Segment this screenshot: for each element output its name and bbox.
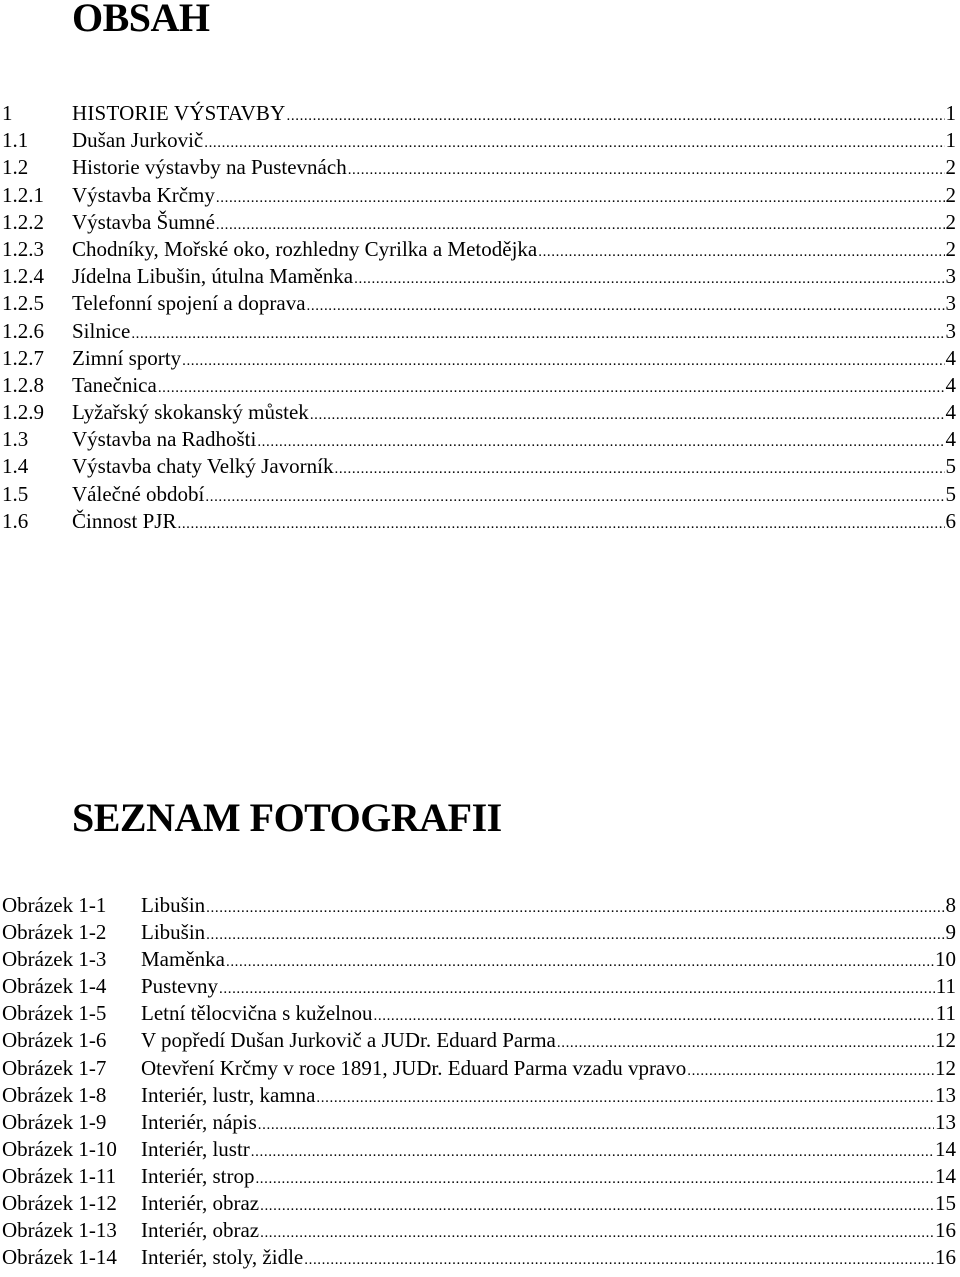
photo-entry-label: Obrázek 1-2	[2, 920, 107, 945]
toc-entry-page: 5	[945, 454, 956, 479]
photo-entry-title: Interiér, lustr	[141, 1136, 250, 1161]
photo-entry-page: 16	[935, 1245, 956, 1270]
photo-entry-title: Pustevny	[141, 974, 219, 999]
dot-leader	[354, 266, 944, 293]
photo-entry[interactable]	[0, 1190, 960, 1217]
dot-leader	[687, 1058, 934, 1085]
photo-entry-page: 11	[935, 974, 956, 999]
photo-entry-label: Obrázek 1-10	[2, 1136, 117, 1161]
photo-entry-page: 10	[935, 947, 956, 972]
dot-leader	[307, 293, 945, 320]
dot-leader	[287, 103, 945, 130]
photo-entry-page: 14	[935, 1136, 956, 1161]
toc-entry[interactable]	[0, 236, 960, 263]
toc-entry-number: 1.6	[2, 508, 29, 533]
dot-leader	[177, 511, 944, 538]
toc-entry-number: 1.2	[2, 155, 29, 180]
toc-entry-title: Výstavba Krčmy	[72, 182, 215, 207]
toc-entry[interactable]	[0, 453, 960, 480]
toc-entry[interactable]	[0, 426, 960, 453]
toc-entry[interactable]	[0, 263, 960, 290]
toc-entry-number: 1	[2, 101, 13, 125]
toc-heading: OBSAH	[72, 0, 210, 40]
dot-leader	[310, 402, 945, 429]
toc-entry[interactable]	[0, 182, 960, 209]
toc-entry-title: Chodníky, Mořské oko, rozhledny Cyrilka a Metodějka	[72, 236, 538, 261]
toc-entry-page: 3	[945, 291, 956, 316]
toc-entry-title: Lyžařský skokanský můstek	[72, 400, 309, 425]
photo-entry-title: Maměnka	[141, 947, 225, 972]
photo-entry[interactable]	[0, 1027, 960, 1054]
toc-entry-page: 4	[945, 400, 956, 425]
toc-entry-page: 1	[945, 128, 956, 153]
photo-entry-title: Interiér, obraz	[141, 1218, 260, 1243]
toc-entry-number: 1.4	[2, 454, 29, 479]
photo-entry-label: Obrázek 1-8	[2, 1082, 107, 1107]
toc-entry[interactable]	[0, 209, 960, 236]
photo-entry-label: Obrázek 1-12	[2, 1191, 117, 1216]
dot-leader	[260, 1193, 934, 1220]
photo-entry[interactable]	[0, 973, 960, 1000]
photo-entry-title: Otevření Krčmy v roce 1891, JUDr. Eduard Parma vzadu vpravo	[141, 1055, 687, 1080]
dot-leader	[258, 1112, 934, 1139]
photo-list-heading: SEZNAM FOTOGRAFII	[72, 795, 502, 840]
photo-entry-title: Libušin	[141, 893, 206, 917]
photo-entry[interactable]	[0, 1217, 960, 1244]
photo-entry[interactable]	[0, 1109, 960, 1136]
dot-leader	[557, 1030, 934, 1057]
list-of-photographs	[0, 892, 960, 1271]
photo-entry[interactable]	[0, 892, 960, 919]
toc-entry-number: 1.2.9	[2, 400, 44, 425]
toc-entry[interactable]	[0, 372, 960, 399]
dot-leader	[205, 484, 944, 511]
photo-entry[interactable]	[0, 1082, 960, 1109]
toc-entry-number: 1.2.4	[2, 264, 44, 289]
toc-entry-page: 4	[945, 345, 956, 370]
dot-leader	[216, 212, 945, 239]
toc-entry-page: 3	[945, 264, 956, 289]
dot-leader	[257, 429, 944, 456]
photo-entry-label: Obrázek 1-4	[2, 974, 107, 999]
toc-entry-page: 5	[945, 481, 956, 506]
toc-entry-number: 1.3	[2, 427, 29, 452]
toc-entry-title: Telefonní spojení a doprava	[72, 291, 306, 316]
toc-entry-number: 1.2.5	[2, 291, 44, 316]
toc-entry-title: Historie výstavby na Pustevnách	[72, 155, 347, 180]
photo-entry-title: Libušin	[141, 920, 206, 945]
toc-entry[interactable]	[0, 100, 960, 127]
dot-leader	[216, 185, 945, 212]
photo-entry-title: Interiér, lustr, kamna	[141, 1082, 316, 1107]
toc-entry[interactable]	[0, 154, 960, 181]
table-of-contents	[0, 100, 960, 535]
photo-entry-label: Obrázek 1-3	[2, 947, 107, 972]
toc-entry-title: Činnost PJR	[72, 508, 177, 533]
photo-entry-page: 16	[935, 1218, 956, 1243]
dot-leader	[131, 321, 944, 348]
photo-entry[interactable]	[0, 946, 960, 973]
toc-entry-number: 1.2.7	[2, 345, 44, 370]
photo-entry-label: Obrázek 1-14	[2, 1245, 117, 1270]
toc-entry[interactable]	[0, 318, 960, 345]
toc-entry-title: HISTORIE VÝSTAVBY	[72, 101, 286, 125]
photo-entry-page: 14	[935, 1163, 956, 1188]
photo-entry-page: 11	[935, 1001, 956, 1026]
photo-entry-page: 15	[935, 1191, 956, 1216]
toc-entry-title: Zimní sporty	[72, 345, 182, 370]
photo-entry-label: Obrázek 1-9	[2, 1109, 107, 1134]
toc-entry[interactable]	[0, 345, 960, 372]
dot-leader	[219, 976, 935, 1003]
photo-entry[interactable]	[0, 1136, 960, 1163]
dot-leader	[255, 1166, 934, 1193]
photo-entry-page: 9	[945, 920, 956, 945]
photo-entry-title: Interiér, obraz	[141, 1191, 260, 1216]
photo-entry[interactable]	[0, 1244, 960, 1271]
dot-leader	[204, 130, 944, 157]
toc-entry-page: 2	[945, 209, 956, 234]
toc-entry-title: Válečné období	[72, 481, 205, 506]
toc-entry-title: Výstavba chaty Velký Javorník	[72, 454, 334, 479]
photo-entry-title: V popředí Dušan Jurkovič a JUDr. Eduard Parma	[141, 1028, 556, 1053]
toc-entry-page: 4	[945, 427, 956, 452]
photo-entry-page: 13	[935, 1082, 956, 1107]
photo-entry[interactable]	[0, 1163, 960, 1190]
photo-entry-label: Obrázek 1-1	[2, 893, 107, 917]
photo-entry[interactable]	[0, 1055, 960, 1082]
photo-entry-page: 12	[935, 1028, 956, 1053]
toc-entry-number: 1.2.1	[2, 182, 44, 207]
photo-entry-label: Obrázek 1-6	[2, 1028, 107, 1053]
toc-entry-number: 1.2.6	[2, 318, 44, 343]
dot-leader	[538, 239, 944, 266]
toc-entry-number: 1.2.2	[2, 209, 44, 234]
toc-entry-title: Výstavba na Radhošti	[72, 427, 257, 452]
photo-entry-label: Obrázek 1-5	[2, 1001, 107, 1026]
photo-entry-title: Letní tělocvična s kuželnou	[141, 1001, 373, 1026]
toc-entry-page: 6	[945, 508, 956, 533]
dot-leader	[316, 1085, 934, 1112]
toc-entry-page: 2	[945, 236, 956, 261]
toc-entry[interactable]	[0, 508, 960, 535]
toc-entry-title: Jídelna Libušin, útulna Maměnka	[72, 264, 354, 289]
toc-entry-number: 1.2.3	[2, 236, 44, 261]
toc-entry[interactable]	[0, 399, 960, 426]
photo-entry-label: Obrázek 1-13	[2, 1218, 117, 1243]
toc-entry-number: 1.5	[2, 481, 29, 506]
toc-entry-number: 1.1	[2, 128, 29, 153]
toc-entry[interactable]	[0, 481, 960, 508]
dot-leader	[348, 157, 945, 184]
dot-leader	[206, 895, 944, 922]
dot-leader	[251, 1139, 934, 1166]
toc-entry-page: 2	[945, 155, 956, 180]
photo-entry-title: Interiér, stoly, židle	[141, 1245, 304, 1270]
toc-entry-title: Výstavba Šumné	[72, 209, 215, 234]
toc-entry-page: 1	[945, 101, 956, 125]
toc-entry-number: 1.2.8	[2, 372, 44, 397]
photo-entry-title: Interiér, strop	[141, 1163, 255, 1188]
dot-leader	[158, 375, 945, 402]
dot-leader	[206, 922, 944, 949]
photo-entry-title: Interiér, nápis	[141, 1109, 257, 1134]
dot-leader	[226, 949, 934, 976]
photo-entry[interactable]	[0, 919, 960, 946]
toc-entry[interactable]	[0, 290, 960, 317]
toc-entry-title: Silnice	[72, 318, 131, 343]
toc-entry-page: 2	[945, 182, 956, 207]
dot-leader	[260, 1220, 934, 1247]
toc-entry-title: Tanečnica	[72, 372, 157, 397]
toc-entry-title: Dušan Jurkovič	[72, 128, 204, 153]
toc-entry[interactable]	[0, 127, 960, 154]
photo-entry-label: Obrázek 1-11	[2, 1163, 117, 1188]
toc-entry-page: 4	[945, 372, 956, 397]
photo-entry-page: 8	[945, 893, 956, 917]
photo-entry-page: 13	[935, 1109, 956, 1134]
photo-entry-label: Obrázek 1-7	[2, 1055, 107, 1080]
dot-leader	[304, 1247, 934, 1274]
dot-leader	[374, 1003, 935, 1030]
photo-entry-page: 12	[935, 1055, 956, 1080]
photo-entry[interactable]	[0, 1000, 960, 1027]
toc-entry-page: 3	[945, 318, 956, 343]
dot-leader	[182, 348, 944, 375]
dot-leader	[334, 456, 944, 483]
